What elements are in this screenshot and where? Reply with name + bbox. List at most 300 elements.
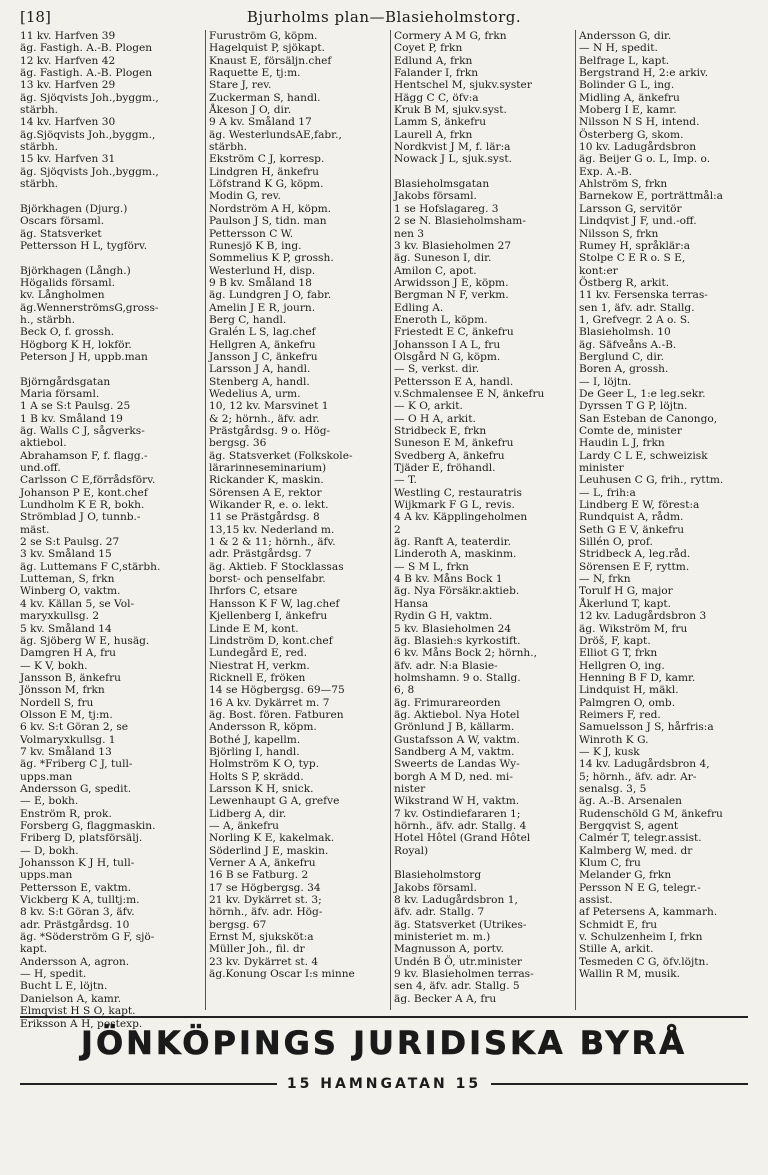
directory-entry: 4 B kv. Måns Bock 1	[394, 573, 503, 586]
directory-entry: Åkerlund T, kapt.	[579, 597, 671, 610]
page-header	[20, 6, 748, 28]
directory-entry: Strömblad J O, tunnb.-	[20, 511, 141, 524]
directory-entry: assist.	[579, 894, 613, 907]
directory-entry: Björngårdsgatan	[20, 375, 111, 388]
directory-entry: senalsg. 3, 5	[579, 782, 647, 795]
directory-entry: äg. Sjöqvists Joh.,byggm.,	[20, 165, 159, 178]
directory-entry: Blasieholmsgatan	[394, 178, 490, 191]
directory-entry: h., stärbh.	[20, 313, 75, 326]
directory-entry: Friestedt E C, änkefru	[394, 326, 514, 339]
directory-entry: Stille A, arkit.	[579, 943, 654, 956]
directory-entry: Suneson E M, änkefru	[394, 437, 514, 450]
directory-entry: äg. Sjöberg W E, husäg.	[20, 634, 150, 647]
advertisement-name: JÖNKÖPINGS JURIDISKA BYRÅ	[81, 1024, 687, 1062]
directory-entry: Bergqvist S, agent	[579, 820, 679, 832]
directory-entry: Larsson K H, snick.	[209, 782, 314, 795]
directory-entry: — T.	[394, 474, 417, 487]
directory-entry: 2	[394, 523, 401, 536]
directory-entry: kv. Långholmen	[20, 289, 105, 302]
directory-entry: Ernst M, sjuksköt:a	[209, 931, 314, 944]
directory-entry: Magnusson A, portv.	[394, 943, 504, 956]
directory-entry: Royal)	[394, 844, 429, 857]
directory-entry: Tesmeden C G, öfv.löjtn.	[579, 955, 709, 968]
directory-entry: Dröš, F, kapt.	[579, 634, 651, 647]
directory-entry: Oscars församl.	[20, 215, 105, 228]
directory-entry: 5 kv. Blasieholmen 24	[394, 622, 512, 635]
directory-entry: Comte de, minister	[579, 425, 682, 437]
directory-entry: nen 3	[394, 227, 425, 240]
directory-entry: Nordström A H, köpm.	[209, 202, 332, 215]
directory-entry: Klum C, fru	[579, 857, 641, 870]
directory-entry: 6, 8	[394, 684, 415, 697]
advertisement	[20, 1016, 748, 1092]
directory-entry: Holmström K O, typ.	[209, 758, 320, 771]
directory-entry: — O H A, arkit.	[394, 412, 476, 425]
directory-entry: Bucht L E, löjtn.	[20, 980, 108, 993]
directory-entry: Boren A, grossh.	[579, 363, 669, 376]
directory-entry: äg. *Friberg C J, tull-	[20, 758, 133, 771]
directory-entry: Forsberg G, flaggmaskin.	[20, 820, 156, 832]
directory-entry: Ihrfors C, etsare	[209, 585, 298, 598]
directory-entry: borgh A M D, ned. mi-	[394, 770, 513, 783]
directory-entry: Ekström C J, korresp.	[209, 153, 325, 166]
directory-entry: Nordell S, fru	[20, 696, 94, 709]
directory-entry: 1 & 2 & 11; hörnh., äfv.	[209, 536, 336, 549]
directory-entry: Westerlund H, disp.	[209, 264, 316, 277]
directory-entry: Haudin L J, frkn	[579, 437, 665, 450]
directory-entry: ministeriet m. m.)	[394, 931, 491, 944]
directory-entry: mäst.	[20, 523, 50, 536]
directory-entry: 8 kv. S:t Göran 3, äfv.	[20, 906, 135, 919]
directory-entry: äg. Statsverket (Utrikes-	[394, 918, 527, 931]
directory-entry: — K V, bokh.	[20, 659, 88, 672]
directory-entry: 11 kv. Harfven 39	[20, 30, 116, 42]
directory-entry: Volmaryxkullsg. 1	[20, 733, 116, 746]
page-number: [18]	[20, 8, 51, 26]
directory-entry: — N, frkn	[579, 573, 631, 586]
directory-entry: hörnh., äfv. adr. Stallg. 4	[394, 820, 527, 832]
directory-entry: Lindquist H, mäkl.	[579, 684, 679, 697]
directory-entry: Verner A A, änkefru	[209, 857, 316, 870]
directory-entry: Friberg D, platsförsälj.	[20, 832, 143, 845]
directory-entry: Stenberg A, handl.	[209, 375, 310, 388]
directory-entry: Paulson J S, tidn. man	[209, 215, 327, 228]
directory-entry: & 2; hörnh., äfv. adr.	[209, 412, 320, 425]
directory-entry: 14 se Högbergsg. 69—75	[209, 684, 345, 697]
directory-entry: 12 kv. Ladugårdsbron 3	[579, 610, 707, 623]
directory-entry: Linde E M, kont.	[209, 622, 299, 635]
directory-entry: Stridbeck A, leg.råd.	[579, 548, 691, 561]
directory-entry: 6 kv. Måns Bock 2; hörnh.,	[394, 647, 537, 660]
directory-entry	[394, 166, 572, 178]
directory-entry: 10, 12 kv. Marsvinet 1	[209, 400, 329, 413]
directory-entry: holmshamn. 9 o. Stallg.	[394, 671, 521, 684]
directory-entry: 11 se Prästgårdsg. 8	[209, 511, 320, 524]
directory-entry: nister	[394, 782, 426, 795]
directory-entry: äg. *Söderström G F, sjö-	[20, 931, 155, 944]
directory-entry: Calmér T, telegr.assist.	[579, 832, 702, 845]
directory-entry: Johansson K J H, tull-	[20, 857, 135, 870]
directory-entry: Andersson G, dir.	[579, 30, 672, 42]
directory-entry: Enström R, prok.	[20, 807, 112, 820]
directory-entry: äg. WesterlundsAE,fabr.,	[209, 128, 342, 141]
directory-entry: äg. Bost. fören. Fatburen	[209, 708, 344, 721]
directory-entry: Linderoth A, maskinm.	[394, 548, 517, 561]
directory-entry: äg. Aktiebol. Nya Hotel	[394, 708, 520, 721]
directory-entry: äg. Walls C J, sågverks-	[20, 425, 145, 437]
directory-entry: Reimers F, red.	[579, 708, 661, 721]
directory-entry: 15 kv. Harfven 31	[20, 153, 116, 166]
directory-entry: Holts S P, skrädd.	[209, 770, 304, 783]
directory-entry: Andersson R, köpm.	[209, 721, 317, 734]
directory-entry: Hansson K F W, lag.chef	[209, 597, 340, 610]
directory-entry: — L, frih:a	[579, 486, 636, 499]
directory-entry: Lindberg E W, förest:a	[579, 499, 700, 512]
directory-entry: Ahlström S, frkn	[579, 178, 668, 191]
directory-entry	[20, 252, 202, 264]
directory-entry: äg. Luttemans F C,stärbh.	[20, 560, 161, 573]
directory-entry: Hellgren O, ing.	[579, 659, 665, 672]
directory-entry: 9 kv. Blasieholmen terras-	[394, 968, 534, 981]
directory-entry: Raquette E, tj:m.	[209, 67, 301, 80]
directory-entry: Wikstrand W H, vaktm.	[394, 795, 520, 808]
directory-entry: Larsson J A, handl.	[209, 363, 311, 376]
directory-entry: Lindqvist J F, und.-off.	[579, 215, 697, 228]
directory-entry: Nilsson S, frkn	[579, 227, 659, 240]
directory-entry: Ricknell E, fröken	[209, 671, 306, 684]
directory-entry: 9 A kv. Småland 17	[209, 116, 312, 129]
directory-entry: Åkeson J O, dir.	[209, 104, 292, 117]
directory-entry: Amilon C, apot.	[394, 264, 477, 277]
directory-entry: Stolpe C E R o. S E,	[579, 252, 686, 265]
directory-entry: Wijkmark F G L, revis.	[394, 499, 515, 512]
directory-entry: 1 se Hofslagareg. 3	[394, 202, 499, 215]
directory-entry: Hentschel M, sjukv.syster	[394, 79, 532, 92]
directory-entry: Norling K E, kakelmak.	[209, 832, 335, 845]
directory-entry: Edlund A, frkn	[394, 54, 473, 67]
directory-entry: äg.WennerströmsG,gross-	[20, 301, 159, 314]
directory-entry: adr. Prästgårdsg. 7	[209, 548, 312, 561]
directory-entry: äg. Nya Försäkr.aktieb.	[394, 585, 520, 598]
directory-entry: Barnekow E, porträttmål:a	[579, 190, 723, 203]
directory-entry: 23 kv. Dykärret st. 4	[209, 955, 319, 968]
directory-entry: Larsson G, servitör	[579, 202, 682, 215]
directory-entry: — N H, spedit.	[579, 42, 658, 55]
directory-entry: Bothé J, kapellm.	[209, 733, 301, 746]
directory-entry: 2 se S:t Paulsg. 27	[20, 536, 120, 549]
directory-entry: Palmgren O, omb.	[579, 696, 676, 709]
directory-columns	[20, 30, 760, 1030]
directory-entry: Hansa	[394, 597, 429, 610]
directory-entry: Zuckerman S, handl.	[209, 91, 321, 104]
directory-entry: Sillén O, prof.	[579, 536, 653, 549]
directory-entry: 4 kv. Källan 5, se Vol-	[20, 597, 135, 610]
divider-left	[20, 1083, 277, 1085]
directory-entry: Sörensen E F, ryttm.	[579, 560, 690, 573]
directory-entry: Schmidt E, fru	[579, 918, 658, 931]
directory-entry: Prästgårdsg. 9 o. Hög-	[209, 425, 331, 437]
directory-entry: Bolinder G L, ing.	[579, 79, 675, 92]
directory-entry: Moberg I E, kamr.	[579, 104, 677, 117]
directory-entry: 16 A kv. Dykärret m. 7	[209, 696, 330, 709]
directory-entry: Coyet P, frkn	[394, 42, 463, 55]
directory-entry: 5; hörnh., äfv. adr. Ar-	[579, 770, 697, 783]
directory-entry: Rickander K, maskin.	[209, 474, 324, 487]
directory-entry: Runesjö K B, ing.	[209, 239, 302, 252]
directory-entry: Gustafsson A W, vaktm.	[394, 733, 520, 746]
advertisement-address-row	[20, 1076, 748, 1092]
directory-entry: Björkhagen (Långh.)	[20, 264, 131, 277]
directory-entry: borst- och penselfabr.	[209, 573, 326, 586]
directory-entry: Damgren H A, fru	[20, 647, 116, 660]
directory-entry: Arwidsson J E, köpm.	[394, 276, 509, 289]
directory-entry: 4 A kv. Käpplingeholmen	[394, 511, 528, 524]
directory-entry: af Petersens A, kammarh.	[579, 906, 718, 919]
directory-entry: Kalmberg W, med. dr	[579, 844, 693, 857]
directory-entry: kont:er	[579, 264, 618, 277]
directory-entry: Pettersson C W.	[209, 227, 294, 240]
directory-entry: 14 kv. Harfven 30	[20, 116, 116, 129]
directory-entry: Midling A, änkefru	[579, 91, 680, 104]
directory-entry: Lewenhaupt G A, grefve	[209, 795, 340, 808]
directory-entry: 10 kv. Ladugårdsbron	[579, 141, 697, 154]
directory-entry: 7 kv. Småland 13	[20, 745, 112, 758]
directory-entry: äg. A.-B. Arsenalen	[579, 795, 682, 808]
directory-entry: Hellgren A, änkefru	[209, 338, 316, 351]
directory-entry: Tjäder E, fröhandl.	[394, 462, 496, 475]
directory-entry: Jansson B, änkefru	[20, 671, 121, 684]
directory-entry: sen 4, äfv. adr. Stallg. 5	[394, 980, 520, 993]
directory-entry: Niestrat H, verkm.	[209, 659, 310, 672]
directory-entry: Furuström G, köpm.	[209, 30, 318, 42]
directory-entry: äg. Frimurareorden	[394, 696, 501, 709]
directory-entry: 1 B kv. Småland 19	[20, 412, 123, 425]
directory-entry: maryxkullsg. 2	[20, 610, 100, 623]
directory-entry: äg. Aktieb. F Stocklassas	[209, 560, 344, 573]
directory-entry: Lutteman, S, frkn	[20, 573, 115, 586]
directory-entry: Belfrage L, kapt.	[579, 54, 670, 67]
divider-right	[491, 1083, 748, 1085]
directory-entry: äg.Sjöqvists Joh.,byggm.,	[20, 128, 156, 141]
directory-entry: äg. Sjöqvists Joh.,byggm.,	[20, 91, 159, 104]
directory-entry: 3 kv. Småland 15	[20, 548, 112, 561]
directory-entry: Modin G, rev.	[209, 190, 281, 203]
directory-entry: Nilsson N S H, intend.	[579, 116, 700, 129]
directory-entry: Stridbeck E, frkn	[394, 425, 487, 437]
directory-entry: Johansson I A L, fru	[394, 338, 501, 351]
directory-entry: äg. Blasieh:s kyrkostift.	[394, 634, 521, 647]
directory-entry: Torulf H G, major	[579, 585, 673, 598]
directory-entry: Dyrssen T G P, löjtn.	[579, 400, 688, 413]
directory-entry: — K O, arkit.	[394, 400, 463, 413]
directory-entry: Eneroth L, köpm.	[394, 313, 488, 326]
directory-entry: äg. Lundgren J O, fabr.	[209, 289, 332, 302]
directory-entry: Johanson P E, kont.chef	[20, 486, 148, 499]
directory-entry: äg. Fastigh. A.-B. Plogen	[20, 67, 153, 80]
directory-entry: Beck O, f. grossh.	[20, 326, 115, 339]
directory-entry: Svedberg A, änkefru	[394, 449, 505, 462]
directory-entry: Winberg O, vaktm.	[20, 585, 121, 598]
directory-entry: Cormery A M G, frkn	[394, 30, 507, 42]
directory-entry: Björkhagen (Djurg.)	[20, 202, 128, 215]
directory-entry: — S, verkst. dir.	[394, 363, 480, 376]
directory-entry: Rumey H, språklär:a	[579, 239, 691, 252]
directory-entry: Lundholm K E R, bokh.	[20, 499, 145, 512]
directory-entry: äg. Statsverket (Folkskole-	[209, 449, 353, 462]
directory-entry: äg. Ranft A, teaterdir.	[394, 536, 511, 549]
directory-entry: Kruk B M, sjukv.syst.	[394, 104, 507, 117]
directory-entry: Gralén L S, lag.chef	[209, 326, 316, 339]
directory-entry: Rundquist A, rådm.	[579, 511, 684, 524]
directory-entry	[20, 363, 202, 375]
directory-entry: 9 B kv. Småland 18	[209, 276, 312, 289]
directory-entry: Berglund C, dir.	[579, 350, 664, 363]
directory-entry	[394, 857, 572, 869]
directory-entry: Löfstrand K G, köpm.	[209, 178, 324, 191]
directory-entry: und.off.	[20, 462, 61, 475]
directory-entry: Seth G E V, änkefru	[579, 523, 685, 536]
directory-entry: 14 kv. Ladugårdsbron 4,	[579, 758, 710, 771]
directory-entry: Österberg G, skom.	[579, 128, 684, 141]
directory-entry: 17 se Högbergsg. 34	[209, 881, 321, 894]
directory-column	[575, 30, 760, 1010]
directory-entry: Jakobs församl.	[394, 190, 477, 203]
directory-entry: Pettersson H L, tygförv.	[20, 239, 148, 252]
directory-entry: Falander I, frkn	[394, 67, 479, 80]
directory-entry: Nowack J L, sjuk.syst.	[394, 153, 512, 166]
directory-entry: Blasieholmstorg	[394, 869, 482, 882]
directory-entry: Nordkvist J M, f. lär:a	[394, 141, 511, 154]
directory-entry: — K J, kusk	[579, 745, 640, 758]
directory-entry: stärbh.	[20, 141, 59, 154]
directory-entry: Laurell A, frkn	[394, 128, 473, 141]
directory-entry: 3 kv. Blasieholmen 27	[394, 239, 512, 252]
directory-entry: Söderlind J E, maskin.	[209, 844, 329, 857]
directory-entry: äfv. adr. N:a Blasie-	[394, 659, 498, 672]
directory-entry: Blasieholmsh. 10	[579, 326, 671, 339]
directory-entry: Högborg K H, lokför.	[20, 338, 132, 351]
directory-entry: v.Schmalensee E N, änkefru	[394, 387, 545, 400]
directory-entry: Sommelius K P, grossh.	[209, 252, 334, 265]
directory-entry: — D, bokh.	[20, 844, 79, 857]
directory-entry: 13 kv. Harfven 29	[20, 79, 116, 92]
directory-entry: 16 B se Fatburg. 2	[209, 869, 309, 882]
directory-entry: Pettersson E A, handl.	[394, 375, 514, 388]
directory-entry: Sandberg A M, vaktm.	[394, 745, 515, 758]
directory-entry: Wedelius A, urm.	[209, 387, 301, 400]
directory-entry: upps.man	[20, 869, 73, 882]
directory-column	[205, 30, 390, 1010]
directory-entry: Stare J, rev.	[209, 79, 272, 92]
directory-entry: — H, spedit.	[20, 968, 87, 981]
directory-entry: 11 kv. Fersenska terras-	[579, 289, 708, 302]
directory-entry: Sörensen A E, rektor	[209, 486, 322, 499]
directory-column	[390, 30, 575, 1010]
directory-entry: 7 kv. Ostindiefararen 1;	[394, 807, 521, 820]
directory-entry: Vickberg K A, tulltj:m.	[20, 894, 140, 907]
directory-entry: Sweerts de Landas Wy-	[394, 758, 520, 771]
directory-entry: Rudenschöld G M, änkefru	[579, 807, 723, 820]
advertisement-address: 15 HAMNGATAN 15	[286, 1076, 482, 1092]
directory-entry: minister	[579, 462, 624, 475]
directory-entry: — I, löjtn.	[579, 375, 632, 388]
directory-entry: 13,15 kv. Nederland m.	[209, 523, 335, 536]
directory-entry: Andersson G, spedit.	[20, 782, 132, 795]
directory-entry: — A, änkefru	[209, 820, 279, 832]
directory-entry: Edling A.	[394, 301, 444, 314]
directory-entry: Persson N E G, telegr.-	[579, 881, 701, 894]
directory-entry: äg. Suneson I, dir.	[394, 252, 492, 265]
directory-entry: äfv. adr. Stallg. 7	[394, 906, 485, 919]
directory-entry: Danielson A, kamr.	[20, 992, 122, 1005]
directory-entry: Lindgren H, änkefru	[209, 165, 319, 178]
directory-entry: äg. Statsverket	[20, 227, 102, 240]
directory-entry: äg. Becker A A, fru	[394, 992, 497, 1005]
directory-entry: äg. Wikström M, fru	[579, 622, 688, 635]
directory-entry: Wikander R, e. o. lekt.	[209, 499, 329, 512]
directory-entry: Jönsson M, frkn	[20, 684, 105, 697]
directory-entry: Jansson J C, änkefru	[209, 350, 318, 363]
directory-entry: bergsg. 67	[209, 918, 267, 931]
directory-entry: äg.Konung Oscar I:s minne	[209, 968, 355, 981]
directory-entry: Berg C, handl.	[209, 313, 287, 326]
directory-entry: Lindström D, kont.chef	[209, 634, 333, 647]
directory-entry: 8 kv. Ladugårdsbron 1,	[394, 894, 518, 907]
directory-entry	[20, 190, 202, 202]
directory-entry: lärarinneseminarium)	[209, 462, 327, 475]
directory-entry: Kjellenberg I, änkefru	[209, 610, 328, 623]
directory-entry: äg. Säfveåns A.-B.	[579, 338, 677, 351]
directory-entry: stärbh.	[20, 178, 59, 191]
directory-entry: Hagelquist P, sjökapt.	[209, 42, 326, 55]
directory-entry: Winroth K G.	[579, 733, 649, 746]
directory-entry: Björling I, handl.	[209, 745, 300, 758]
directory-entry: 6 kv. S:t Göran 2, se	[20, 721, 129, 734]
directory-entry: Müller Joh., fil. dr	[209, 943, 305, 956]
directory-entry: Henning B F D, kamr.	[579, 671, 696, 684]
directory-entry: 1, Grefvegr. 2 A o. S.	[579, 313, 691, 326]
directory-entry: Lundegård E, red.	[209, 647, 307, 660]
directory-entry: Lamm S, änkefru	[394, 116, 487, 129]
directory-entry: Rydin G H, vaktm.	[394, 610, 493, 623]
directory-entry: Elmqvist H S O, kapt.	[20, 1005, 136, 1018]
page-title: Bjurholms plan—Blasieholmstorg.	[246, 8, 522, 26]
directory-entry: v. Schulzenheim I, frkn	[579, 931, 703, 944]
directory-entry: De Geer L, 1:e leg.sekr.	[579, 387, 706, 400]
directory-entry: Eriksson A H, postexp.	[20, 1017, 143, 1030]
directory-entry: 12 kv. Harfven 42	[20, 54, 116, 67]
directory-entry: Bergman N F, verkm.	[394, 289, 509, 302]
directory-entry: bergsg. 36	[209, 437, 267, 450]
directory-entry: upps.man	[20, 770, 73, 783]
directory-entry: Undén B Ö, utr.minister	[394, 955, 522, 968]
directory-entry: Wallin R M, musik.	[579, 968, 681, 981]
directory-entry: Westling C, restauratris	[394, 486, 522, 499]
directory-entry: Exp. A.-B.	[579, 165, 632, 178]
directory-entry: Hotel Hôtel (Grand Hôtel	[394, 832, 531, 845]
directory-entry: Olsgård N G, köpm.	[394, 350, 501, 363]
directory-entry: Carlsson C E,förrådsförv.	[20, 474, 156, 487]
directory-entry: Lidberg A, dir.	[209, 807, 287, 820]
directory-entry: Bergstrand H, 2:e arkiv.	[579, 67, 709, 80]
directory-entry: Hägg C C, öfv:a	[394, 91, 479, 104]
directory-entry: Andersson A, agron.	[20, 955, 130, 968]
directory-entry: — E, bokh.	[20, 795, 79, 808]
directory-entry: 21 kv. Dykärret st. 3;	[209, 894, 322, 907]
directory-entry: Östberg R, arkit.	[579, 276, 670, 289]
directory-entry: 5 kv. Småland 14	[20, 622, 112, 635]
directory-entry: adr. Prästgårdsg. 10	[20, 918, 130, 931]
